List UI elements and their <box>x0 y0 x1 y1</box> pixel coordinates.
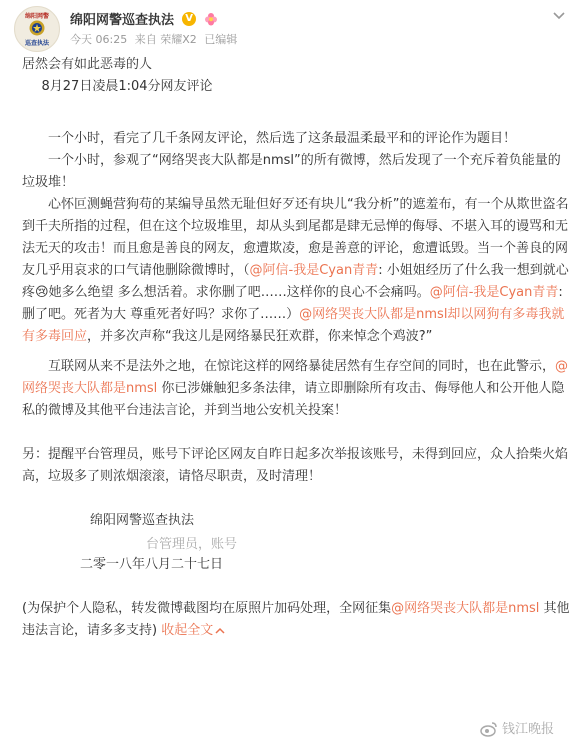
footer-note <box>22 598 570 642</box>
paragraph-3-text-e: ，并多次声称“我这儿是网络暴民狂欢群，你来悼念个鸡波?” <box>87 329 433 344</box>
paragraph-4-text-a: 互联网从来不是法外之地，在惊诧这样的网络暴徒居然有生存空间的同时，也在此警示， <box>48 359 556 374</box>
account-name[interactable]: 绵阳网警巡查执法 <box>70 13 175 28</box>
post-time: 今天 06:25 <box>70 33 128 46</box>
mention-link[interactable]: @网络哭丧大队都是nmsl却以网狗有多毒我就有多毒回应 <box>22 307 565 344</box>
signature-date: 二零一八年八月二十七日 <box>80 557 224 572</box>
paragraph-3-text-d: : 删了吧。死者为大 尊重死者好吗？求你了……） <box>22 285 563 322</box>
paragraph-3 <box>22 194 570 348</box>
footer-text-a: (为保护个人隐私，转发微博截图均在原照片加码处理，全网征集 <box>22 601 392 616</box>
avatar[interactable] <box>14 6 60 52</box>
watermark-logo-text: 钱江晚报 <box>502 722 555 737</box>
post-body <box>22 54 570 642</box>
post-source: 来自 荣耀X2 <box>134 33 197 46</box>
paragraph-4-text-b: 你已涉嫌触犯多条法律，请立即删除所有攻击、侮辱他人和公开他人隐私的微博及其他平台违法言论，并到当地公安机关投案！ <box>22 381 565 418</box>
mention-link[interactable]: @阿信-我是Cyan青青 <box>249 263 379 278</box>
name-row <box>70 8 218 28</box>
paragraph-3-text-b: : 小姐姐经历了什么我一想到就心疼 <box>22 263 569 300</box>
mention-link[interactable]: @网络哭丧大队都是nmsl <box>391 601 540 616</box>
signature: 绵阳网警巡查执法 <box>90 513 195 528</box>
chevron-up-icon[interactable] <box>215 626 225 636</box>
post-line-1: 居然会有如此恶毒的人 <box>22 57 153 72</box>
avatar-bottom-text: 巡查执法 <box>24 40 49 47</box>
weibo-logo-icon <box>480 721 498 737</box>
paragraph-3-text-c: 她多么绝望 多么想活着。求你删了吧……这样你的良心不会痛吗。 <box>48 285 430 300</box>
mention-link[interactable]: @阿信-我是Cyan青青 <box>429 285 559 300</box>
paragraph-3-text-a: 心怀叵测蝇营狗苟的某编导虽然无耻但好歹还有块儿“我分析”的遮羞布，有一个从欺世盗名到千夫所指的过程，但在这个垃圾堆里，却从头到尾都是肆无忌惮的侮辱、不堪入耳的谩骂和无法无天的攻击！而且愈是善良的网友，愈遭欺凌，愈是善意的评论，愈遭诋毁。当一个善良的网友几乎用哀求的口气请他删除微博时，（ <box>22 197 569 278</box>
footer-text-b: 其他违法言论，请多多支持) <box>22 601 570 638</box>
avatar-top-text: 绵阳网警 <box>24 13 49 20</box>
flower-badge-icon <box>204 12 218 26</box>
paragraph-2: 一个小时，参观了“网络哭丧大队都是nmsl”的所有微博，然后发现了一个充斥着负能量的垃圾堆！ <box>22 153 561 190</box>
chevron-down-icon[interactable] <box>552 8 566 22</box>
paragraph-4 <box>22 356 570 422</box>
watermark-logo <box>480 718 570 742</box>
post-header <box>0 0 580 54</box>
post-line-2: 8月27日凌晨1:04分网友评论 <box>41 79 213 94</box>
police-emblem-icon <box>29 20 45 36</box>
watermark-center: 台管理员，账号 <box>140 534 243 556</box>
edited-label[interactable]: 已编辑 <box>204 33 238 46</box>
collapse-link[interactable]: 收起全文 <box>161 623 214 638</box>
verified-icon: V <box>182 12 196 26</box>
paragraph-1: 一个小时，看完了几千条网友评论，然后选了这条最温柔最平和的评论作为题目！ <box>48 131 517 146</box>
paragraph-5: 另：提醒平台管理员，账号下评论区网友自昨日起多次举报该账号，未得到回应，众人拾柴火焰高，垃圾多了则浓烟滚滚，请恪尽职责，及时清理！ <box>22 447 569 484</box>
crying-emoji-icon: 😢 <box>35 285 49 300</box>
post-meta <box>70 31 241 47</box>
mention-link[interactable]: @网络哭丧大队都是nmsl <box>22 359 569 396</box>
